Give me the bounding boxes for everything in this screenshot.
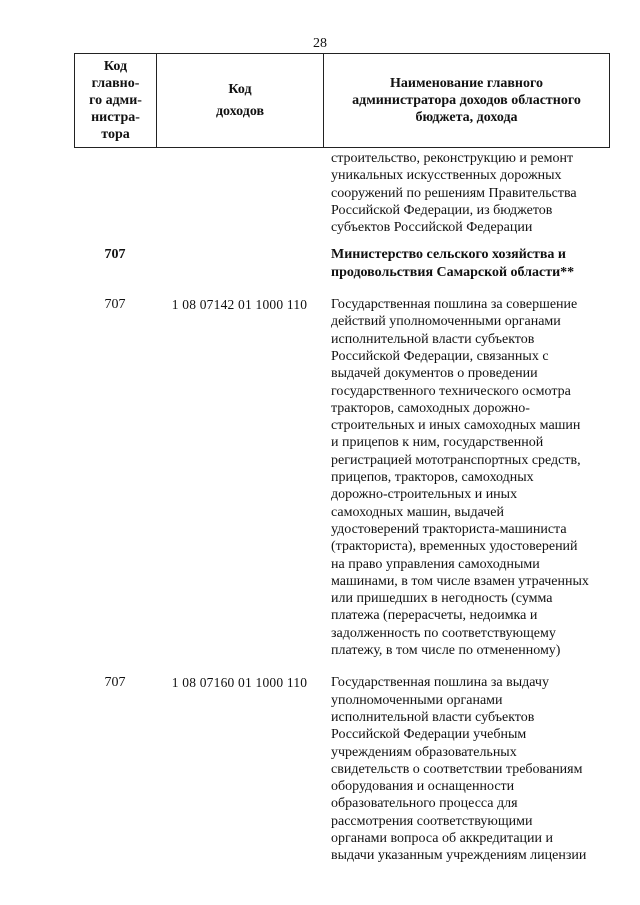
header-admin-code: Код главно- го адми- нистра- тора (75, 54, 157, 147)
table-row (74, 674, 610, 864)
row-name: Государственная пошлина за совершение действий уполномоченными органами исполнительной власти субъектов Российской Федерации, связанных с выдачей документов о проведении государственного технического осмотра тракторов, самоходных дорожно- строительных и иных самоходных машин и прицепов к ним, государственной регистрацией мототранспортных средств, прицепов, тракторов, самоходных дорожно-строительных и иных самоходных машин, выдачей удостоверений тракториста-машиниста (тракториста), временных удостоверений на право управления самоходными машинами, в том числе взамен утраченных или пришедших в негодность (сумма платежа (перерасчеты, недоимка и задолженность по соответствующему платежу, в том числе по отмененному) (331, 297, 589, 659)
row-admin-code (74, 150, 156, 236)
row-admin-code: 707 (104, 247, 126, 263)
row-admin-code: 707 (104, 675, 126, 691)
header-name: Наименование главного администратора доходов областного бюджета, дохода (352, 76, 581, 125)
row-income-code: 1 08 07142 01 1000 110 (171, 297, 308, 313)
table-row (74, 296, 610, 659)
table-header (74, 53, 610, 148)
page-number: 28 (313, 36, 327, 51)
table-row (74, 150, 610, 236)
table-body (74, 148, 610, 880)
row-income-code: 1 08 07160 01 1000 110 (171, 675, 308, 691)
row-name: строительство, реконструкцию и ремонт уникальных искусственных дорожных сооружений по решениям Правительства Российской Федерации, из бюджетов субъектов Российской Федерации (331, 151, 577, 236)
row-name: Министерство сельского хозяйства и продовольствия Самарской области** (331, 247, 575, 280)
row-income-code (156, 246, 323, 281)
row-admin-code: 707 (104, 297, 126, 313)
header-income-code: Код доходов (157, 54, 324, 147)
row-income-code (156, 150, 323, 236)
row-name: Государственная пошлина за выдачу уполномоченными органами исполнительной власти субъектов Российской Федерации учебным учреждениям образовательных свидетельств о соответствии требованиям оборудования и оснащенности образовательного процесса для рассмотрения соответствующими органами вопроса об аккредитации и выдачи указанным учреждениям лицензии (331, 675, 587, 864)
table-row (74, 246, 610, 281)
